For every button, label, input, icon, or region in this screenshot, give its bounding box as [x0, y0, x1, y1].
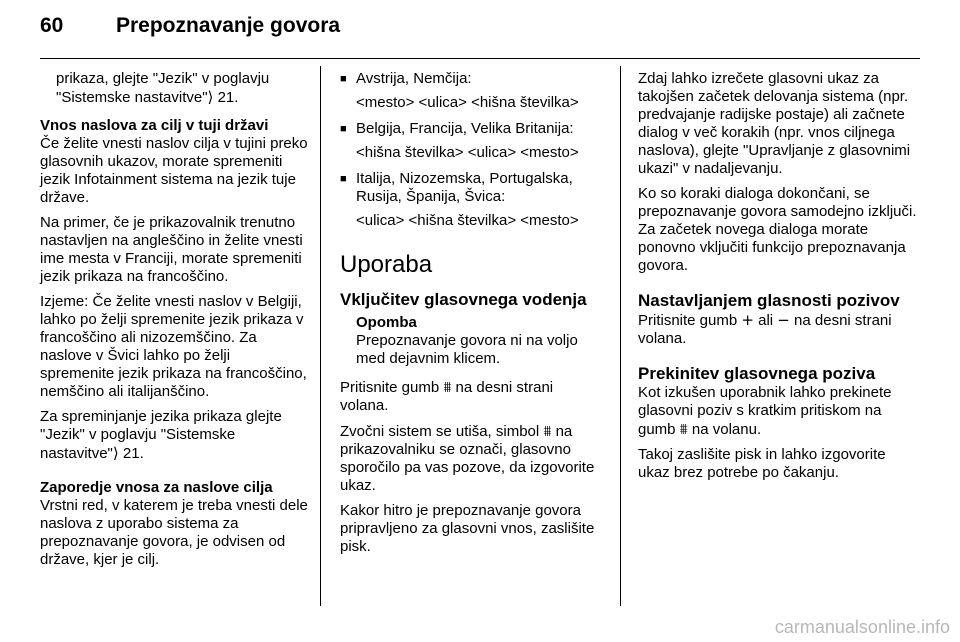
subheading-activate: Vključitev glasovnega vodenja [340, 290, 587, 309]
paragraph: Kot izkušen uporabnik lahko prekinete glasovni poziv s kratkim pritiskom na gumb ⩩ na volanu. [638, 384, 892, 438]
paragraph: Kakor hitro je prepoznavanje govora pripravljeno za glasovni vnos, zaslišite pisk. [340, 502, 595, 555]
header-rule [40, 58, 920, 59]
voice-symbol-icon: ⩩ [543, 422, 552, 440]
subheading-interrupt: Prekinitev glasovnega poziva [638, 364, 876, 383]
column-divider-1 [320, 66, 321, 606]
paragraph: Ko so koraki dialoga dokončani, se prepoznavanje govora samodejno izključi. Za začetek novega dialoga morate ponovno vključiti funkcijo prepoznavanja govora. [638, 185, 917, 274]
minus-icon: − [777, 311, 790, 329]
list-item: ■ Belgija, Francija, Velika Britanija: [340, 120, 574, 137]
paragraph: Pritisnite gumb ⩩ na desni strani volana. [340, 378, 554, 414]
watermark: carmanualsonline.info [774, 617, 950, 637]
page-number: 60 [40, 14, 64, 37]
heading-foreign-address: Vnos naslova za cilj v tuji državi [40, 117, 269, 134]
list-item: ■ Italija, Nizozemska, Portugalska, Rusija, Španija, Švica: [340, 170, 573, 205]
address-order: <mesto> <ulica> <hišna številka> [356, 94, 579, 111]
paragraph: Zvočni sistem se utiša, simbol ⩩ na prikazovalniku se označi, glasovno sporočilo pa vas pozove, da izgovorite ukaz. [340, 422, 595, 494]
column-3 [638, 70, 920, 489]
bullet-icon: ■ [340, 73, 347, 85]
voice-button-icon: ⩩ [443, 378, 452, 396]
bullet-icon: ■ [340, 173, 347, 185]
page-header [0, 0, 960, 52]
section-heading-usage: Uporaba [340, 251, 433, 278]
address-order: <ulica> <hišna številka> <mesto> [356, 212, 579, 229]
column-divider-2 [620, 66, 621, 606]
voice-button-icon: ⩩ [679, 420, 688, 438]
page-title: Prepoznavanje govora [116, 14, 341, 37]
paragraph: Za spreminjanje jezika prikaza glejte "Jezik" v poglavju "Sistemske nastavitve"⟩ 21. [40, 408, 282, 462]
heading-input-order: Zaporedje vnosa za naslove cilja [40, 479, 273, 496]
paragraph: Izjeme: Če želite vnesti naslov v Belgiji, lahko po želji spremenite jezik prikaza v francoščino ali nizozemščino. Za naslove v Švici lahko po želji spremenite jezik prikaza na francoščino, nemščino ali italijanščino. [40, 293, 307, 400]
page-ref-icon: ⟩ [112, 444, 119, 462]
continued-text: prikaza, glejte "Jezik" v poglavju "Sistemske nastavitve"⟩ 21. [56, 70, 270, 106]
list-item: ■ Avstrija, Nemčija: [340, 70, 472, 87]
subheading-volume: Nastavljanjem glasnosti pozivov [638, 291, 900, 310]
bullet-icon: ■ [340, 123, 347, 135]
page-ref-icon: ⟩ [207, 88, 214, 106]
column-1 [40, 70, 308, 576]
paragraph: Če želite vnesti naslov cilja v tujini preko glasovnih ukazov, morate spremeniti jezik Infotainment sistema na jezik tuje države. [40, 135, 308, 206]
address-order: <hišna številka> <ulica> <mesto> [356, 144, 579, 161]
note-label: Opomba [356, 314, 417, 331]
paragraph: Takoj zaslišite pisk in lahko izgovorite ukaz brez potrebe po čakanju. [638, 446, 886, 481]
paragraph: Na primer, če je prikazovalnik trenutno nastavljen na angleščino in želite vnesti ime mesta v Franciji, morate spremeniti jezik prikaza na francoščino. [40, 214, 303, 285]
plus-icon: + [741, 311, 754, 329]
column-2 [340, 70, 604, 563]
note-text: Prepoznavanje govora ni na voljo med dejavnim klicem. [356, 332, 578, 367]
paragraph: Pritisnite gumb + ali − na desni strani volana. [638, 311, 892, 347]
paragraph: Zdaj lahko izrečete glasovni ukaz za takojšen začetek delovanja sistema (npr. predvajanje radijske postaje) ali začnete dialog v več korakih (npr. vnos ciljnega naslova), glejte "Upravljanje z glasovnimi ukazi" v nadaljevanju. [638, 70, 911, 177]
paragraph: Vrstni red, v katerem je treba vnesti dele naslova z uporabo sistema za prepoznavanje govora, je odvisen od države, kjer je cilj. [40, 497, 308, 568]
